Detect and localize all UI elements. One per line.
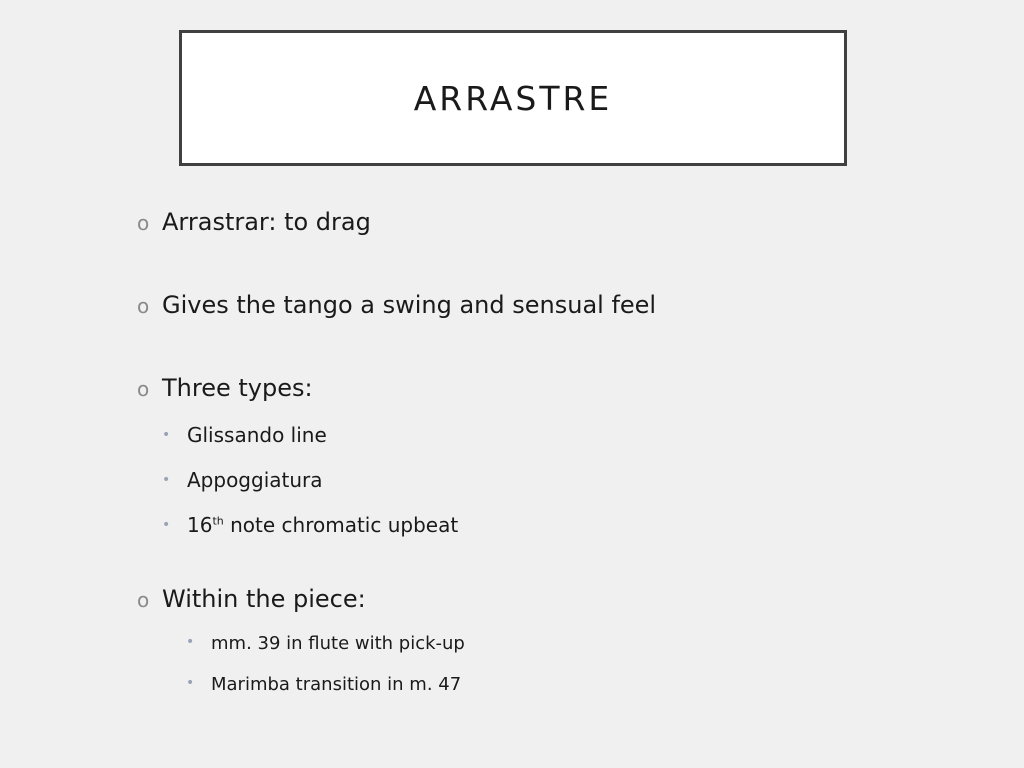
bullet-piece-heading — [137, 585, 366, 613]
sub-bullet-text: mm. 39 in flute with pick-up — [211, 633, 465, 654]
ordinal-suffix: th — [212, 514, 224, 528]
bullet-text: Within the piece: — [162, 585, 366, 613]
bullet-text: Three types: — [162, 374, 313, 402]
sub-bullet-chromatic-upbeat — [162, 513, 458, 537]
dot-bullet-icon: • — [186, 675, 195, 691]
sub-bullet-text: Marimba transition in m. 47 — [211, 674, 462, 695]
circle-bullet-icon: o — [137, 294, 150, 318]
bullet-types-heading — [137, 374, 313, 402]
bullet-effect — [137, 291, 656, 319]
sub-bullet-text: Appoggiatura — [187, 468, 323, 492]
sub-bullet-rest: note chromatic upbeat — [223, 513, 459, 537]
dot-bullet-icon: • — [162, 427, 171, 443]
bullet-text: Gives the tango a swing and sensual feel — [162, 291, 657, 319]
sub-bullet-text: Glissando line — [187, 423, 327, 447]
bullet-text: Arrastrar: to drag — [162, 208, 371, 236]
sub-bullet-appoggiatura — [162, 468, 323, 492]
sub-bullet-marimba — [186, 674, 461, 695]
title-box — [179, 30, 847, 166]
circle-bullet-icon: o — [137, 211, 150, 235]
bullet-definition — [137, 208, 371, 236]
sub-bullet-text — [187, 513, 458, 537]
dot-bullet-icon: • — [162, 517, 171, 533]
dot-bullet-icon: • — [162, 472, 171, 488]
dot-bullet-icon: • — [186, 634, 195, 650]
sub-bullet-glissando — [162, 423, 327, 447]
sub-bullet-flute — [186, 633, 465, 654]
circle-bullet-icon: o — [137, 377, 150, 401]
circle-bullet-icon: o — [137, 588, 150, 612]
slide-title: ARRASTRE — [413, 78, 613, 118]
ordinal-number: 16 — [187, 513, 213, 537]
